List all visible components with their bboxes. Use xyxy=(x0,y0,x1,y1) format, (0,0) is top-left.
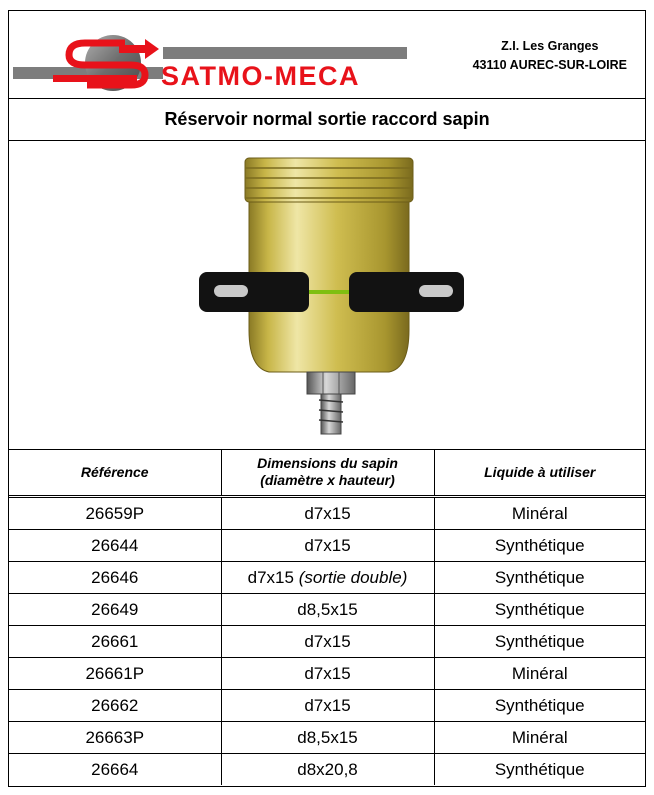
address-line-1: Z.I. Les Granges xyxy=(501,39,599,53)
cell-dimensions xyxy=(221,626,434,658)
cell-reference: 26646 xyxy=(9,562,221,594)
reference-table xyxy=(9,449,645,785)
table-row xyxy=(9,690,645,722)
table-row xyxy=(9,497,645,530)
table-row xyxy=(9,754,645,786)
column-header-reference: Référence xyxy=(9,449,221,497)
product-sheet xyxy=(8,10,646,787)
table-row xyxy=(9,594,645,626)
cell-liquid: Synthétique xyxy=(434,690,645,722)
cell-liquid: Synthétique xyxy=(434,530,645,562)
cell-reference: 26661P xyxy=(9,658,221,690)
cell-liquid: Synthétique xyxy=(434,594,645,626)
cell-liquid: Minéral xyxy=(434,497,645,530)
satmo-meca-logo xyxy=(13,25,413,93)
dimension-value: d7x15 xyxy=(304,631,351,651)
dimension-value: d7x15 xyxy=(247,567,294,587)
cell-liquid: Synthétique xyxy=(434,626,645,658)
column-header-dimensions-line2: (diamètre x hauteur) xyxy=(260,472,395,488)
table-row xyxy=(9,658,645,690)
cell-liquid: Synthétique xyxy=(434,562,645,594)
cell-dimensions xyxy=(221,562,434,594)
cell-liquid: Minéral xyxy=(434,722,645,754)
dimension-value: d7x15 xyxy=(304,663,351,683)
cell-dimensions xyxy=(221,658,434,690)
table-header-row xyxy=(9,449,645,497)
cell-dimensions xyxy=(221,497,434,530)
product-image-area xyxy=(9,140,645,450)
cell-reference: 26659P xyxy=(9,497,221,530)
address-line-2: 43110 AUREC-SUR-LOIRE xyxy=(472,58,627,72)
cell-reference: 26661 xyxy=(9,626,221,658)
table-row xyxy=(9,626,645,658)
cell-reference: 26649 xyxy=(9,594,221,626)
table-row xyxy=(9,562,645,594)
cell-dimensions xyxy=(221,754,434,786)
brand-name: SATMO-MECA xyxy=(161,61,360,91)
column-header-dimensions xyxy=(221,449,434,497)
column-header-dimensions-line1: Dimensions du sapin xyxy=(257,455,398,471)
dimension-value: d8x20,8 xyxy=(297,759,358,779)
cell-liquid: Synthétique xyxy=(494,759,585,779)
dimension-value: d7x15 xyxy=(304,535,351,555)
cell-dimensions xyxy=(221,690,434,722)
dimension-value: d8,5x15 xyxy=(297,599,358,619)
cell-dimensions xyxy=(221,530,434,562)
cell-reference: 26644 xyxy=(9,530,221,562)
dimension-note: (sortie double) xyxy=(298,567,408,587)
dimension-value: d7x15 xyxy=(304,695,351,715)
cell-dimensions xyxy=(221,722,434,754)
product-title: Réservoir normal sortie raccord sapin xyxy=(9,98,645,141)
dimension-value: d7x15 xyxy=(304,503,351,523)
cell-liquid: Minéral xyxy=(434,658,645,690)
table-row xyxy=(9,722,645,754)
cell-reference: 26662 xyxy=(9,690,221,722)
dimension-value: d8,5x15 xyxy=(297,727,358,747)
column-header-liquid: Liquide à utiliser xyxy=(434,449,645,497)
header xyxy=(9,11,645,99)
reservoir-illustration xyxy=(9,140,645,449)
cell-reference: 26664 xyxy=(9,754,221,786)
company-address xyxy=(473,37,627,75)
cell-dimensions xyxy=(221,594,434,626)
cell-reference: 26663P xyxy=(9,722,221,754)
table-row xyxy=(9,530,645,562)
